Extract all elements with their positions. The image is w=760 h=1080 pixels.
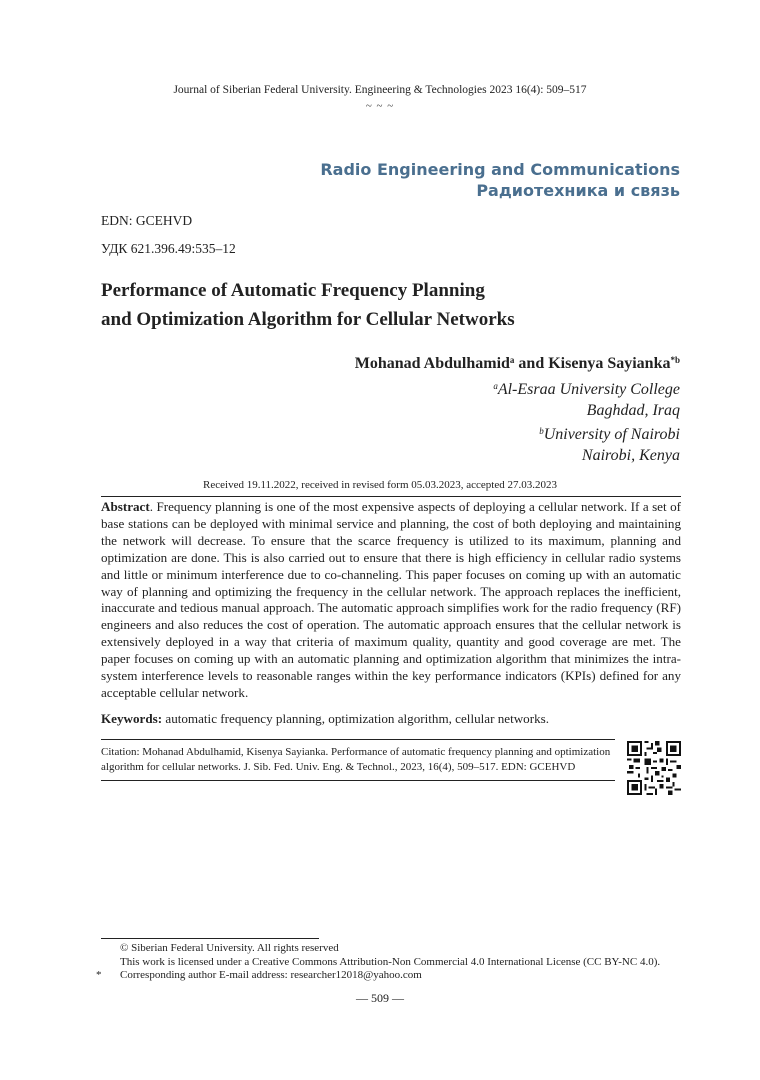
citation-bottom-rule [101,780,615,781]
section-title-en: Radio Engineering and Communications [320,160,680,179]
keywords-text: automatic frequency planning, optimization algorithm, cellular networks. [162,711,549,726]
abstract-top-rule [101,496,681,497]
footnote-asterisk: * [96,969,102,981]
citation-top-rule [101,739,615,740]
abstract-label: Abstract [101,499,150,514]
authors [355,355,680,373]
affiliation-a-line1 [260,376,680,400]
citation: Citation: Mohanad Abdulhamid, Kisenya Sayianka. Performance of automatic frequency planning and optimization algorithm for cellular networks. J. Sib. Fed. Univ. Eng. & Technol., 2023, 16(4), 509–517. EDN: GCEHVD [101,746,611,773]
author-2-affil-mark: *b [670,355,680,365]
edn-identifier: EDN: GCEHVD [101,213,193,228]
affiliation-a-line2: Baghdad, Iraq [586,402,680,419]
footnote-rule [101,938,319,939]
affiliation-b-mark: b [539,426,544,436]
footnote-corresponding [96,969,701,983]
abstract [101,499,681,702]
keywords [101,711,681,727]
received-dates: Received 19.11.2022, received in revised form 05.03.2023, accepted 27.03.2023 [203,479,557,491]
udk-identifier: УДК 621.396.49:535–12 [101,241,236,256]
affiliation-a-name: Al-Esraa University College [497,381,680,398]
section-title-ru: Радиотехника и связь [476,181,680,200]
author-1-affil-mark: a [509,355,515,365]
author-1: Mohanad Abdulhamid [354,355,510,372]
header-ornament: ~ ~ ~ [365,100,395,112]
qr-code-icon [627,741,681,795]
footnote-copyright: © Siberian Federal University. All rights reserved [120,942,339,954]
journal-header: Journal of Siberian Federal University. Engineering & Technologies 2023 16(4): 509–517 [173,84,587,96]
footnote-corresponding-text: Corresponding author E-mail address: researcher12018@yahoo.com [120,969,422,981]
affiliation-a-mark: a [493,381,498,391]
affiliation-b-name: University of Nairobi [543,426,680,443]
paper-title-line1: Performance of Automatic Frequency Planning [101,280,485,301]
footnotes [96,942,701,983]
affiliations [260,376,680,466]
page-number: — 509 — [356,991,404,1005]
keywords-label: Keywords: [101,711,163,726]
affiliation-b-line2: Nairobi, Kenya [581,447,680,464]
paper-title [101,276,621,334]
abstract-text: . Frequency planning is one of the most expensive aspects of deploying a cellular network. If a set of base stations can be deployed with minimal service and planning, the cost of both deploying and maintaining the network will decrease. To ensure that the scarce frequency is utilized to its maximum, planning and optimization are done. This is also carried out to ensure that there is high efficiency in cellular radio systems and little or minimum interference due to co-channeling. This paper focuses on coming up with an automatic way of planning and optimizing the frequency in the cellular network. The approach replaces the inefficient, inaccurate and tedious manual approach. The automatic approach simplifies work for the radio frequency (RF) engineers and also reduces the cost of operation. The automatic approach ensures that the cellular network is extensively deployed in a way that criteria of maximum quality, quantity and good coverage are met. The paper focuses on coming up with an automatic planning and optimization algorithm that minimizes the intra-system interference levels to reasonable ranges within the key performance indicators (KPIs) defined for any acceptable cellular network. [101,499,681,700]
footnote-license: This work is licensed under a Creative Commons Attribution-Non Commercial 4.0 International License (CC BY-NC 4.0). [120,955,661,968]
paper-title-line2: and Optimization Algorithm for Cellular Networks [101,309,515,330]
authors-conjunction: and [514,355,549,372]
affiliation-b-line1 [260,421,680,445]
author-2: Kisenya Sayianka [548,355,671,372]
